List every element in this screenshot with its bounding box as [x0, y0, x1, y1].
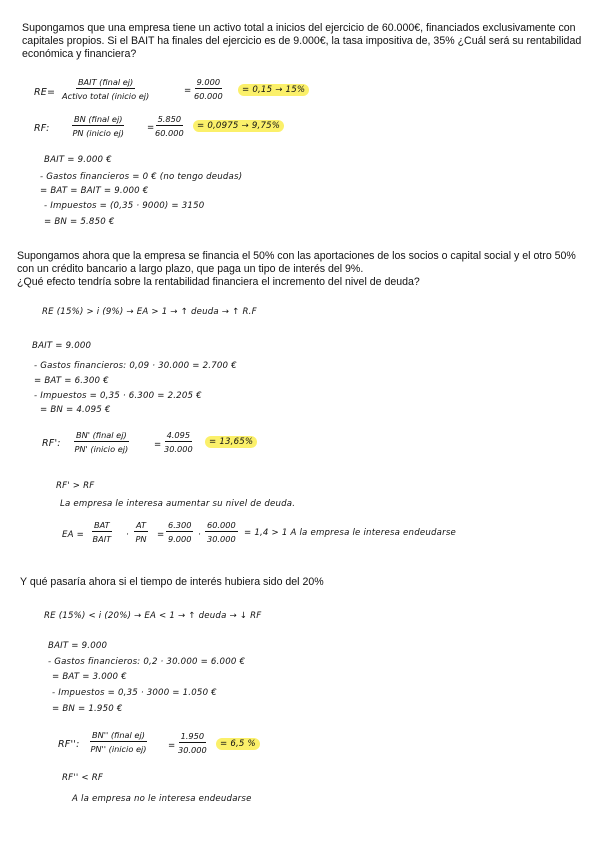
ea-fraction-1: [92, 520, 112, 544]
rf-equals: =: [147, 123, 155, 133]
rf-label: RF:: [34, 123, 50, 134]
rf-formula-fraction: [72, 114, 124, 138]
rf-double-prime-result: = 6,5 %: [216, 738, 260, 750]
comparison: RF'' < RF: [62, 773, 104, 783]
calc-line: - Gastos financieros: 0,2 · 30.000 = 6.000 €: [48, 657, 246, 667]
rf-numerator: BN (final ej): [74, 114, 123, 124]
re-result: = 0,15 → 15%: [238, 84, 309, 96]
rf-double-prime-equals: =: [168, 741, 176, 751]
re-value-numerator: 9.000: [196, 77, 221, 87]
conclusion: A la empresa no le interesa endeudarse: [72, 794, 252, 804]
question-1: Supongamos que una empresa tiene un activo total a inicios del ejercicio de 60.000€, financiados exclusivamente con capitales propios. Si el BAIT ha finales del ejercicio es de 9.000€, la tasa impositiva de, 35% ¿Cuál será su rentabilidad económica y financiera?: [22, 22, 582, 60]
rf-prime-value-numerator: 4.095: [166, 430, 191, 440]
rf-prime-result: = 13,65%: [205, 436, 257, 448]
calc-line: BAIT = 9.000: [32, 341, 92, 351]
calc-line: BAIT = 9.000: [48, 641, 108, 651]
ea-f4-denominator: 30.000: [207, 534, 236, 544]
conclusion: La empresa le interesa aumentar su nivel de deuda.: [60, 499, 296, 509]
rf-prime-denominator: PN' (inicio ej): [74, 444, 129, 454]
calc-line: BAIT = 9.000 €: [44, 155, 112, 165]
ea-fraction-2: [134, 520, 148, 544]
rf-value-fraction: [155, 114, 184, 138]
re-formula-fraction: [62, 77, 149, 101]
ea-f1-numerator: BAT: [94, 520, 110, 530]
calc-line: - Impuestos = (0,35 · 9000) = 3150: [44, 201, 205, 211]
ea-fraction-3: [166, 520, 193, 544]
re-numerator: BAIT (final ej): [77, 77, 134, 87]
ea-dot: ·: [126, 530, 129, 540]
ea-equals: =: [157, 530, 165, 540]
calc-line: - Gastos financieros: 0,09 · 30.000 = 2.700 €: [34, 361, 237, 371]
rf-double-prime-label: RF'':: [58, 739, 80, 750]
question-3: Y qué pasaría ahora si el tiempo de interés hubiera sido del 20%: [20, 576, 324, 588]
rf-double-prime-denominator: PN'' (inicio ej): [90, 744, 147, 754]
ea-f3-numerator: 6.300: [168, 520, 192, 530]
rf-prime-numerator: BN' (final ej): [76, 430, 127, 440]
ea-f2-denominator: PN: [135, 534, 147, 544]
comparison: RF' > RF: [56, 481, 95, 491]
calc-line: = BN = 4.095 €: [40, 405, 111, 415]
rf-double-prime-value-fraction: [178, 731, 207, 755]
ea-f2-numerator: AT: [136, 520, 147, 530]
rf-double-prime-value-denominator: 30.000: [178, 745, 207, 755]
re-denominator: Activo total (inicio ej): [62, 91, 150, 101]
calc-line: = BAT = BAIT = 9.000 €: [40, 186, 149, 196]
ea-fraction-4: [205, 520, 238, 544]
rf-prime-formula-fraction: [74, 430, 129, 454]
re-equals: =: [184, 86, 192, 96]
relation-line: RE (15%) > i (9%) → EA > 1 → ↑ deuda → ↑ R.F: [42, 307, 257, 317]
re-value-fraction: [194, 77, 223, 101]
calc-line: = BAT = 6.300 €: [34, 376, 109, 386]
ea-f1-denominator: BAIT: [92, 534, 112, 544]
rf-denominator: PN (inicio ej): [72, 128, 124, 138]
rf-value-numerator: 5.850: [157, 114, 182, 124]
re-label: RE=: [34, 87, 56, 98]
re-value-denominator: 60.000: [194, 91, 223, 101]
calc-line: - Gastos financieros = 0 € (no tengo deudas): [40, 172, 243, 182]
rf-result: = 0,0975 → 9,75%: [193, 120, 284, 132]
rf-prime-label: RF':: [42, 438, 61, 449]
calc-line: = BN = 5.850 €: [44, 217, 115, 227]
calc-line: - Impuestos = 0,35 · 3000 = 1.050 €: [52, 688, 217, 698]
calc-line: - Impuestos = 0,35 · 6.300 = 2.205 €: [34, 391, 202, 401]
rf-prime-value-fraction: [164, 430, 193, 454]
rf-double-prime-value-numerator: 1.950: [180, 731, 205, 741]
rf-value-denominator: 60.000: [155, 128, 184, 138]
calc-line: = BN = 1.950 €: [52, 704, 123, 714]
rf-double-prime-formula-fraction: [90, 730, 147, 754]
ea-label: EA =: [62, 530, 85, 540]
question-2: Supongamos ahora que la empresa se financia el 50% con las aportaciones de los socios o capital social y el otro 50% con un crédito bancario a largo plazo, que paga un tipo de interés del 9%. ¿Qué efecto tendría sobre la rentabilidad financiera el incremento del nivel de deuda?: [17, 250, 576, 288]
ea-dot: ·: [198, 530, 201, 540]
ea-f3-denominator: 9.000: [168, 534, 192, 544]
ea-f4-numerator: 60.000: [207, 520, 236, 530]
ea-result: = 1,4 > 1 A la empresa le interesa endeudarse: [244, 528, 457, 538]
calc-line: = BAT = 3.000 €: [52, 672, 127, 682]
rf-prime-equals: =: [154, 440, 162, 450]
relation-line: RE (15%) < i (20%) → EA < 1 → ↑ deuda → ↓ RF: [44, 611, 262, 621]
rf-prime-value-denominator: 30.000: [164, 444, 193, 454]
rf-double-prime-numerator: BN'' (final ej): [92, 730, 145, 740]
